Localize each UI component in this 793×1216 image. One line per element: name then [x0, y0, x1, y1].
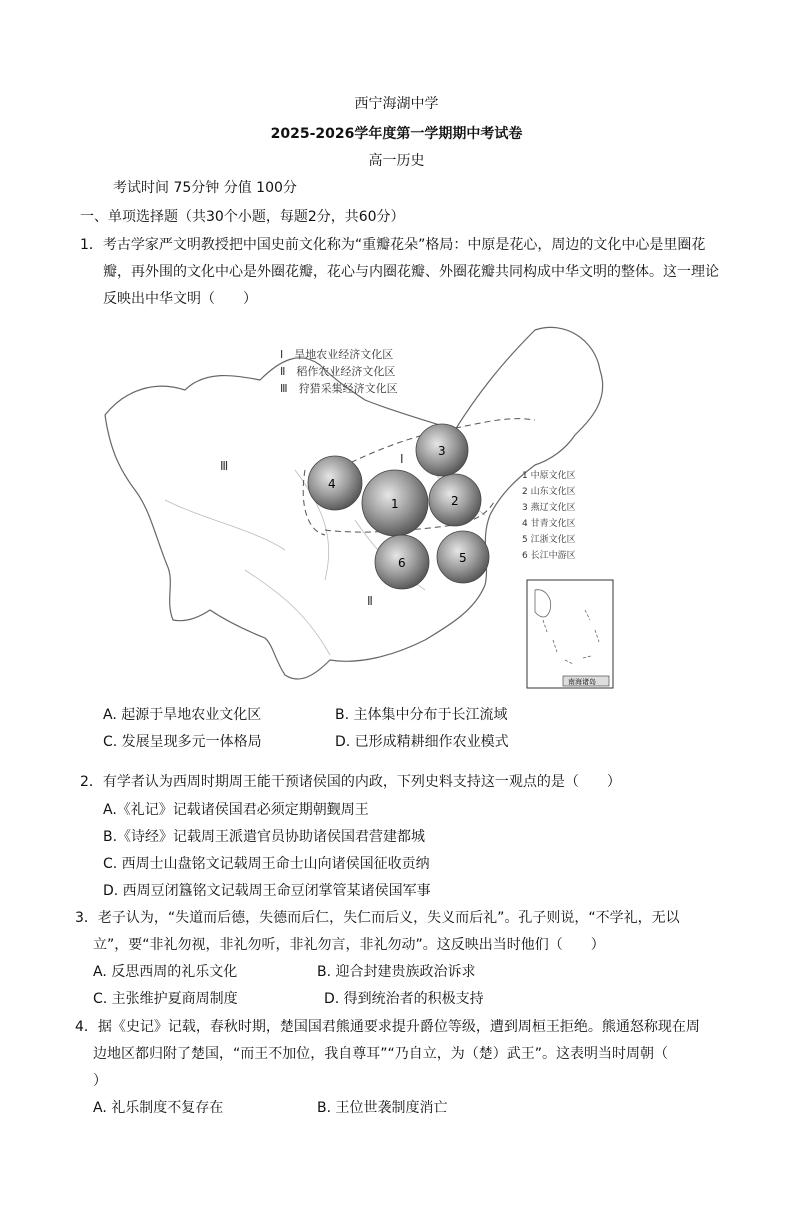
- exam-title: 2025-2026学年度第一学期期中考试卷: [270, 126, 523, 142]
- circle-label-3: 3: [438, 444, 446, 458]
- q2-option-a[interactable]: A.《礼记》记载诸侯国君必须定期朝觐周王: [103, 802, 369, 818]
- q2-option-d[interactable]: D. 西周豆闭簋铭文记载周王命豆闭掌管某诸侯国军事: [103, 883, 431, 899]
- q1-option-a[interactable]: A. 起源于旱地农业文化区: [103, 707, 262, 723]
- region-legend-5: 5 江浙文化区: [522, 535, 576, 545]
- section-title: 一、单项选择题（共30个小题，每题2分，共60分）: [80, 209, 405, 225]
- region-legend-1: 1 中原文化区: [522, 471, 576, 481]
- prehistoric-culture-map: [95, 320, 635, 690]
- culture-circle-2: [429, 474, 481, 526]
- question-2-line-1: 2．有学者认为西周时期周王能干预诸侯国的内政，下列史料支持这一观点的是（ ）: [80, 774, 621, 790]
- zone-legend-3: Ⅲ 狩猎采集经济文化区: [280, 382, 398, 395]
- culture-circle-1: [362, 470, 428, 536]
- south-china-sea-inset: [527, 580, 613, 688]
- region-legend-6: 6 长江中游区: [522, 551, 576, 561]
- culture-circle-5: [437, 531, 489, 583]
- q4-option-a[interactable]: A. 礼乐制度不复存在: [93, 1100, 224, 1116]
- exam-info: 考试时间 75分钟 分值 100分: [113, 180, 297, 196]
- circle-label-1: 1: [391, 497, 399, 511]
- q3-option-c[interactable]: C. 主张维护夏商周制度: [93, 991, 238, 1007]
- q4-option-b[interactable]: B. 王位世袭制度消亡: [317, 1100, 448, 1116]
- zone-mark-1: Ⅰ: [400, 452, 404, 466]
- region-legend: [522, 469, 576, 561]
- inset-label: 南海诸岛: [568, 678, 596, 686]
- circle-label-6: 6: [398, 556, 406, 570]
- zone-legend: [280, 347, 398, 395]
- region-legend-4: 4 甘青文化区: [522, 519, 576, 529]
- school-name: 西宁海湖中学: [354, 96, 439, 112]
- q3-option-a[interactable]: A. 反思西周的礼乐文化: [93, 964, 238, 980]
- question-1-line-3: 反映出中华文明（ ）: [103, 291, 257, 307]
- zone-legend-2: Ⅱ 稻作农业经济文化区: [280, 365, 396, 378]
- circle-label-2: 2: [451, 494, 459, 508]
- question-3-line-2: 立”，要“非礼勿视，非礼勿听，非礼勿言，非礼勿动”。这反映出当时他们（ ）: [93, 937, 605, 953]
- q1-option-b[interactable]: B. 主体集中分布于长江流域: [335, 707, 508, 723]
- subject-title: 高一历史: [368, 153, 425, 169]
- question-4-line-2: 边地区都归附了楚国，“而王不加位，我自尊耳”“乃自立，为（楚）武王”。这表明当时周朝（: [93, 1046, 669, 1062]
- question-4-line-3: ）: [93, 1073, 107, 1089]
- q2-option-c[interactable]: C. 西周士山盘铭文记载周王命士山向诸侯国征收贡纳: [103, 856, 430, 872]
- q1-option-d[interactable]: D. 已形成精耕细作农业模式: [335, 734, 509, 750]
- question-1-line-2: 瓣，再外围的文化中心是外圈花瓣，花心与内圈花瓣、外圈花瓣共同构成中华文明的整体。这一理论: [103, 264, 719, 280]
- region-legend-3: 3 燕辽文化区: [522, 503, 576, 513]
- question-4-line-1: 4．据《史记》记载，春秋时期，楚国国君熊通要求提升爵位等级，遭到周桓王拒绝。熊通怒称现在周: [75, 1019, 700, 1035]
- question-3-line-1: 3．老子认为，“失道而后德，失德而后仁，失仁而后义，失义而后礼”。孔子则说，“不学礼，无以: [75, 910, 680, 926]
- circle-label-5: 5: [459, 551, 467, 565]
- culture-circle-4: [308, 456, 362, 510]
- q1-option-c[interactable]: C. 发展呈现多元一体格局: [103, 734, 262, 750]
- zone-legend-1: Ⅰ 旱地农业经济文化区: [280, 348, 394, 361]
- circle-label-4: 4: [328, 477, 336, 491]
- zone-mark-2: Ⅱ: [367, 594, 373, 608]
- q3-option-d[interactable]: D. 得到统治者的积极支持: [324, 991, 484, 1007]
- q2-option-b[interactable]: B.《诗经》记载周王派遣官员协助诸侯国君营建都城: [103, 829, 426, 845]
- q3-option-b[interactable]: B. 迎合封建贵族政治诉求: [317, 964, 476, 980]
- region-legend-2: 2 山东文化区: [522, 487, 576, 497]
- zone-mark-3: Ⅲ: [220, 459, 229, 473]
- culture-circle-6: [375, 535, 429, 589]
- culture-circle-3: [416, 424, 468, 476]
- question-1-line-1: 1．考古学家严文明教授把中国史前文化称为“重瓣花朵”格局：中原是花心，周边的文化中心是里圈花: [80, 237, 706, 253]
